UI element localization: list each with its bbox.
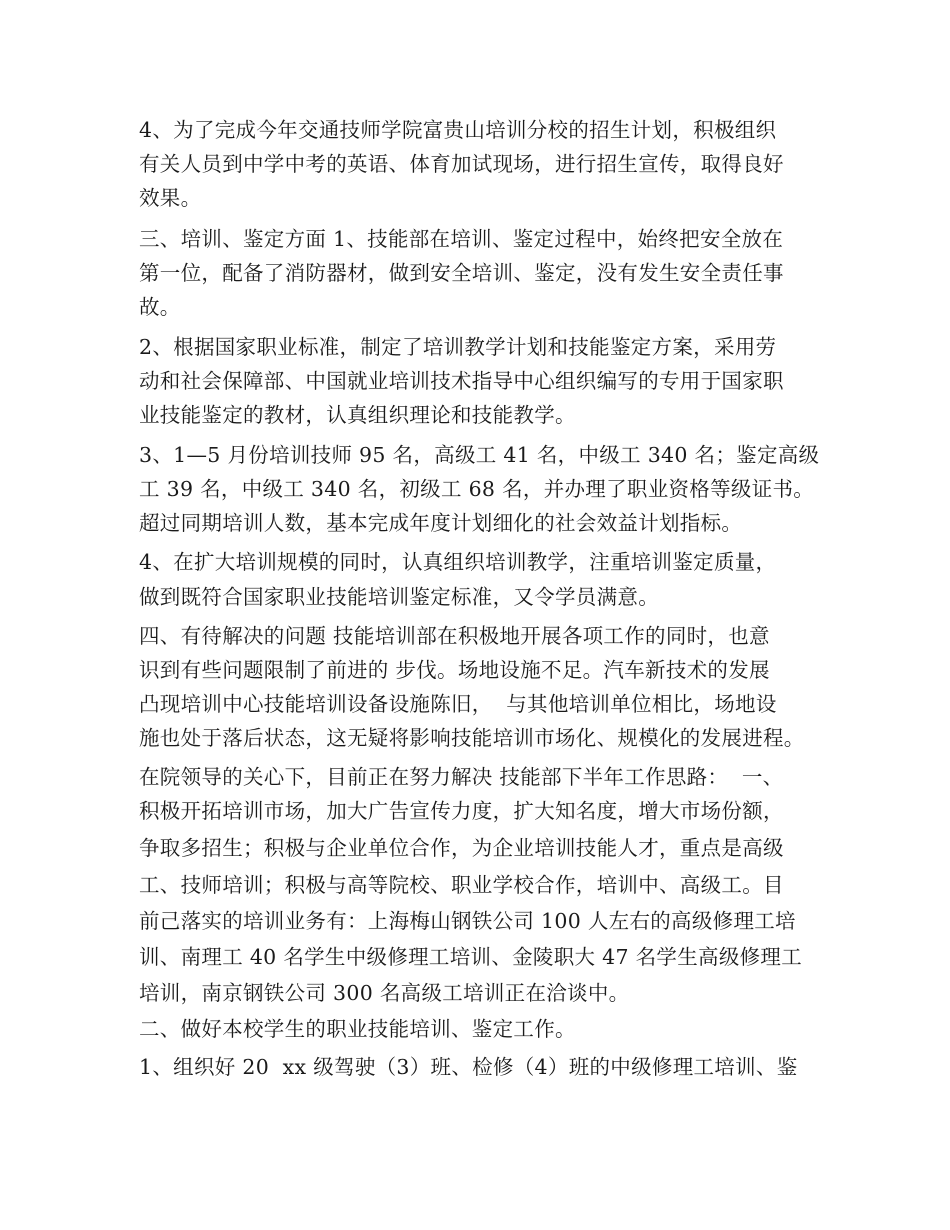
section-heading-line: 四、有待解决的问题 技能培训部在积极地开展各项工作的同时，也意 [139, 624, 770, 648]
section-heading-line: 二、做好本校学生的职业技能培训、鉴定工作。 [139, 1017, 576, 1041]
text-line: 积极开拓培训市场，加大广告宣传力度，扩大知名度，增大市场份额， [139, 799, 784, 823]
text-line: 超过同期培训人数，基本完成年度计划细化的社会效益计划指标。 [139, 511, 743, 535]
text-line: 故。 [139, 295, 181, 319]
text-line: 施也处于落后状态，这无疑将影响技能培训市场化、规模化的发展进程。 [139, 726, 805, 750]
text-line: 工 39 名，中级工 340 名，初级工 68 名，并办理了职业资格等级证书。 [139, 477, 815, 501]
text-line: 在院领导的关心下，目前正在努力解决 技能部下半年工作思路： 一、 [139, 765, 784, 789]
text-line: 前己落实的培训业务有：上海梅山钢铁公司 100 人左右的高级修理工培 [139, 909, 796, 933]
text-line: 4、为了完成今年交通技师学院富贵山培训分校的招生计划，积极组织 [139, 118, 777, 142]
text-line: 4、在扩大培训规模的同时，认真组织培训教学，注重培训鉴定质量， [139, 550, 777, 574]
text-line: 做到既符合国家职业技能培训鉴定标准，又令学员满意。 [139, 585, 659, 609]
text-line: 3、1—5 月份培训技师 95 名，高级工 41 名，中级工 340 名；鉴定高级 [139, 443, 820, 467]
text-line: 有关人员到中学中考的英语、体育加试现场，进行招生宣传，取得良好 [139, 152, 784, 176]
text-line: 凸现培训中心技能培训设备设施陈旧， 与其他培训单位相比，场地设 [139, 692, 777, 716]
text-line: 第一位，配备了消防器材，做到安全培训、鉴定，没有发生安全责任事 [139, 261, 784, 285]
text-line: 动和社会保障部、中国就业培训技术指导中心组织编写的专用于国家职 [139, 369, 784, 393]
text-line: 2、根据国家职业标准，制定了培训教学计划和技能鉴定方案，采用劳 [139, 335, 777, 359]
text-line: 训、南理工 40 名学生中级修理工培训、金陵职大 47 名学生高级修理工 [139, 945, 803, 969]
text-line: 工、技师培训；积极与高等院校、职业学校合作，培训中、高级工。目 [139, 873, 784, 897]
section-heading-line: 三、培训、鉴定方面 1、技能部在培训、鉴定过程中，始终把安全放在 [139, 227, 784, 251]
text-line: 效果。 [139, 186, 202, 210]
text-line: 培训，南京钢铁公司 300 名高级工培训正在洽谈中。 [139, 981, 630, 1005]
text-line: 1、组织好 20 xx 级驾驶（3）班、检修（4）班的中级修理工培训、鉴 [139, 1055, 798, 1079]
text-line: 业技能鉴定的教材，认真组织理论和技能教学。 [139, 403, 576, 427]
text-line: 识到有些问题限制了前进的 步伐。场地设施不足。汽车新技术的发展 [139, 658, 770, 682]
text-line: 争取多招生；积极与企业单位合作，为企业培训技能人才，重点是高级 [139, 836, 784, 860]
